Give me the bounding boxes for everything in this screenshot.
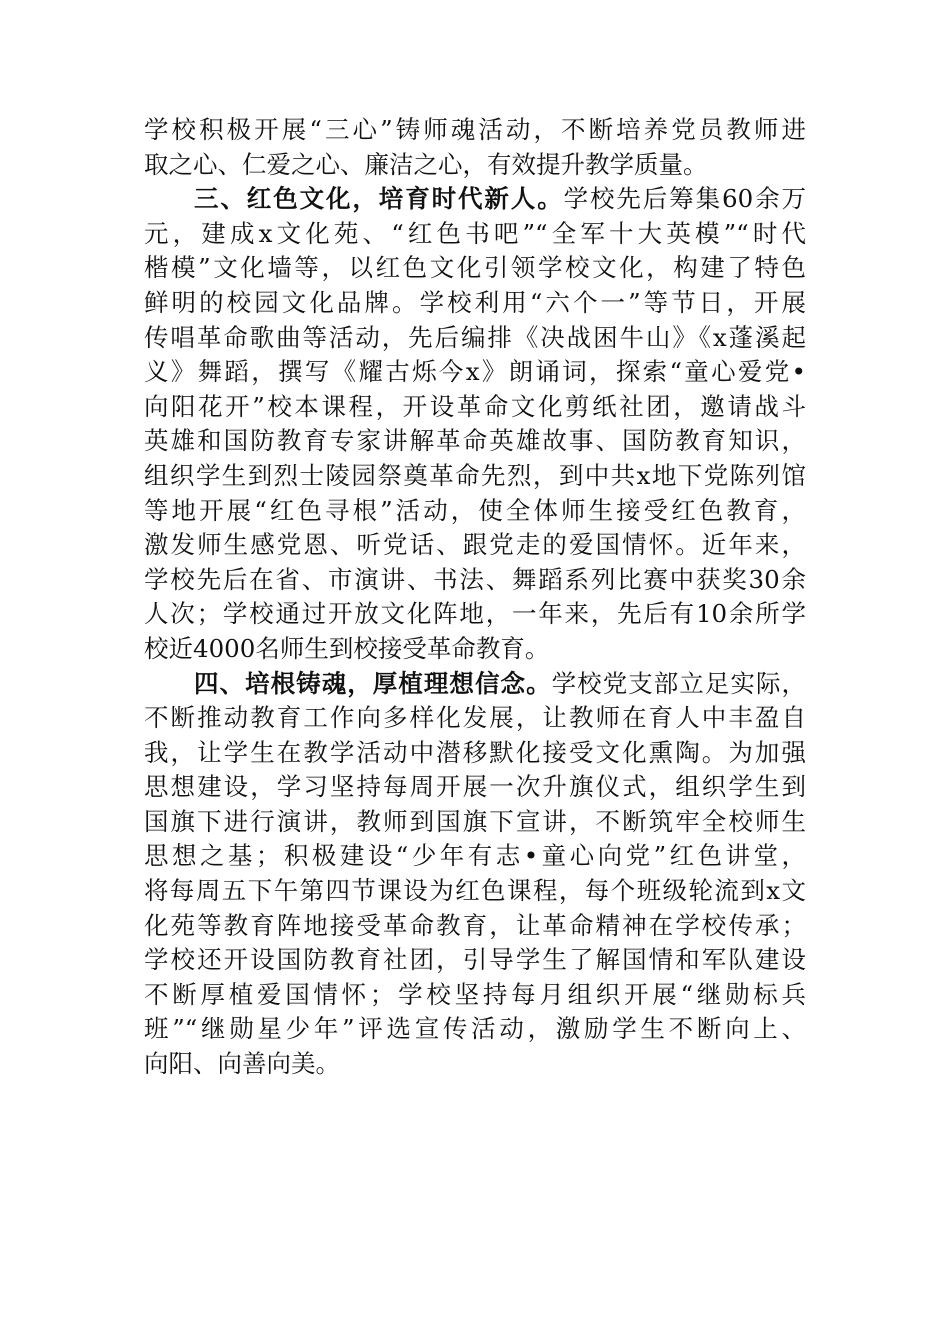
line-text: 不断厚植爱国情怀；学校坚持每月组织开展“继勋标兵: [144, 979, 806, 1009]
line-text: 我，让学生在教学活动中潜移默化接受文化熏陶。为加强: [144, 737, 806, 767]
text-line: [144, 528, 806, 563]
text-line: [144, 563, 806, 598]
text-line: [144, 321, 806, 356]
text-line: [144, 1047, 806, 1082]
text-line: [144, 770, 806, 805]
text-line: [144, 805, 806, 840]
text-line: [144, 286, 806, 321]
text-line: [144, 390, 806, 425]
line-text: 学校先后筹集60余万: [563, 184, 806, 214]
text-line: [144, 839, 806, 874]
text-line: [144, 632, 806, 667]
section-heading-line: [144, 182, 806, 217]
line-text: 向阳、向善向美。: [144, 1049, 340, 1079]
text-line: [144, 909, 806, 944]
line-text: 等地开展“红色寻根”活动，使全体师生接受红色教育，: [144, 495, 806, 525]
line-text: 元，建成x文化苑、“红色书吧”“全军十大英模”“时代: [144, 218, 806, 248]
section-heading-line: [144, 667, 806, 702]
line-text: 义》舞蹈，撰写《耀古烁今x》朗诵词，探索“童心爱党•: [144, 357, 806, 387]
line-text: 化苑等教育阵地接受革命教育，让革命精神在学校传承；: [144, 910, 806, 940]
line-text: 向阳花开”校本课程，开设革命文化剪纸社团，邀请战斗: [144, 391, 806, 421]
line-text: 学校积极开展“三心”铸师魂活动，不断培养党员教师进: [144, 115, 806, 144]
line-text: 校近4000名师生到校接受革命教育。: [144, 633, 550, 663]
line-text: 学校党支部立足实际，: [551, 668, 806, 698]
line-text: 学校先后在省、市演讲、书法、舞蹈系列比赛中获奖30余: [144, 564, 806, 594]
line-text: 传唱革命歌曲等活动，先后编排《决战困牛山》《x蓬溪起: [144, 322, 806, 352]
text-line: [144, 736, 806, 771]
section-heading: 三、红色文化，培育时代新人。: [194, 184, 564, 214]
text-line: [144, 978, 806, 1013]
line-text: 学校还开设国防教育社团，引导学生了解国情和军队建设: [144, 945, 806, 975]
text-line: [144, 148, 806, 183]
text-line: [144, 597, 806, 632]
line-text: 班”“继勋星少年”评选宣传活动，激励学生不断向上、: [144, 1014, 806, 1044]
text-line: [144, 701, 806, 736]
line-text: 取之心、仁爱之心、廉洁之心，有效提升教学质量。: [144, 149, 708, 179]
line-text: 思想之基；积极建设“少年有志•童心向党”红色讲堂，: [144, 841, 806, 871]
text-line: [144, 217, 806, 252]
text-line: [144, 459, 806, 494]
text-line: [144, 494, 806, 529]
text-line: [144, 113, 806, 148]
text-line: [144, 251, 806, 286]
line-text: 思想建设，学习坚持每周开展一次升旗仪式，组织学生到: [144, 772, 806, 802]
line-text: 国旗下进行演讲，教师到国旗下宣讲，不断筑牢全校师生: [144, 806, 806, 836]
text-line: [144, 355, 806, 390]
text-line: [144, 424, 806, 459]
section-heading: 四、培根铸魂，厚植理想信念。: [194, 668, 552, 698]
text-line: [144, 943, 806, 978]
line-text: 组织学生到烈士陵园祭奠革命先烈，到中共x地下党陈列馆: [144, 460, 806, 490]
line-text: 英雄和国防教育专家讲解革命英雄故事、国防教育知识，: [144, 426, 806, 456]
line-text: 楷模”文化墙等，以红色文化引领学校文化，构建了特色: [144, 253, 806, 283]
line-text: 鲜明的校园文化品牌。学校利用“六个一”等节日，开展: [144, 287, 806, 317]
text-line: [144, 874, 806, 909]
line-text: 将每周五下午第四节课设为红色课程，每个班级轮流到x文: [144, 876, 806, 906]
line-text: 人次；学校通过开放文化阵地，一年来，先后有10余所学: [144, 599, 806, 629]
line-text: 不断推动教育工作向多样化发展，让教师在育人中丰盈自: [144, 703, 806, 733]
line-text: 激发师生感党恩、听党话、跟党走的爱国情怀。近年来，: [144, 530, 806, 560]
text-line: [144, 1012, 806, 1047]
document-page: [144, 113, 806, 1082]
